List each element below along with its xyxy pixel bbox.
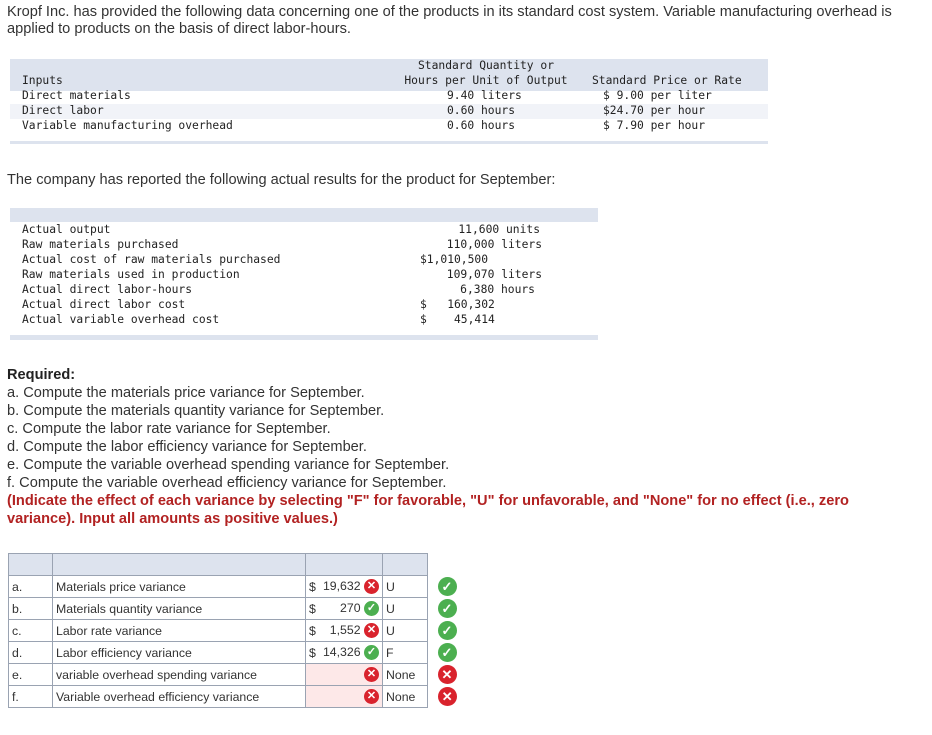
incorrect-icon: ✕	[438, 687, 457, 706]
amount-input[interactable]	[306, 642, 383, 664]
amount-input[interactable]	[306, 576, 383, 598]
actual-row-value: 110,000 liters	[446, 238, 542, 251]
correct-icon: ✓	[364, 645, 379, 660]
header-price: Standard Price or Rate	[592, 74, 742, 87]
actual-row-label: Raw materials purchased	[22, 238, 179, 251]
row-letter: a.	[9, 576, 53, 598]
row-label: variable overhead spending variance	[53, 664, 306, 686]
row-letter: d.	[9, 642, 53, 664]
correct-icon: ✓	[438, 621, 457, 640]
incorrect-icon: ✕	[364, 623, 379, 638]
amount-input[interactable]	[306, 686, 383, 708]
amount-input[interactable]	[306, 664, 383, 686]
std-row-price: $ 9.00 per liter	[603, 89, 712, 102]
actuals-table-bottom	[10, 335, 598, 340]
actual-row-value: $ 160,302	[420, 298, 495, 311]
header-inputs: Inputs	[22, 74, 63, 87]
actual-results-intro: The company has reported the following actual results for the product for September:	[7, 172, 556, 188]
table-row	[9, 686, 467, 708]
std-row-price: $24.70 per hour	[603, 104, 706, 117]
amount-value: 270	[340, 600, 361, 615]
amount-input[interactable]	[306, 598, 383, 620]
row-letter: c.	[9, 620, 53, 642]
std-row-label: Variable manufacturing overhead	[22, 119, 233, 132]
actual-row-label: Actual variable overhead cost	[22, 313, 220, 326]
actual-row-value: $1,010,500	[420, 253, 489, 266]
actual-row-value: $ 45,414	[420, 313, 495, 326]
std-row-price: $ 7.90 per hour	[603, 119, 706, 132]
effect-select[interactable]: U	[383, 620, 428, 642]
std-row-label: Direct materials	[22, 89, 131, 102]
actual-row-value: 11,600 units	[458, 223, 540, 236]
answer-table	[8, 553, 467, 708]
required-item: a. Compute the materials price variance for September.	[7, 385, 365, 401]
actual-row-label: Raw materials used in production	[22, 268, 240, 281]
table-row	[9, 598, 467, 620]
amount-value: 1,552	[329, 622, 361, 637]
problem-intro: Kropf Inc. has provided the following data concerning one of the products in its standard cost system. Variable manufacturing overhead is applied to products on the basis of direct labor-hours.	[7, 4, 892, 37]
required-item: f. Compute the variable overhead efficiency variance for September.	[7, 475, 447, 491]
incorrect-icon: ✕	[364, 689, 379, 704]
currency-sign: $	[309, 601, 316, 616]
row-label: Labor rate variance	[53, 620, 306, 642]
currency-sign: $	[309, 623, 316, 638]
currency-sign: $	[309, 645, 316, 660]
header-qty-line2: Hours per Unit of Output	[404, 74, 568, 87]
required-item: b. Compute the materials quantity variance for September.	[7, 403, 385, 419]
incorrect-icon: ✕	[364, 667, 379, 682]
actual-row-value: 109,070 liters	[446, 268, 542, 281]
required-item: c. Compute the labor rate variance for September.	[7, 421, 331, 437]
row-letter: e.	[9, 664, 53, 686]
std-row-qty: 0.60 hours	[447, 119, 516, 132]
std-row-qty: 9.40 liters	[447, 89, 522, 102]
effect-select[interactable]: None	[383, 686, 428, 708]
incorrect-icon: ✕	[438, 665, 457, 684]
amount-value: 19,632	[322, 578, 361, 593]
table-row	[9, 620, 467, 642]
required-section	[7, 366, 917, 528]
correct-icon: ✓	[438, 577, 457, 596]
std-row-qty: 0.60 hours	[447, 104, 516, 117]
header-qty-line1: Standard Quantity or	[417, 59, 555, 72]
row-label: Materials price variance	[53, 576, 306, 598]
correct-icon: ✓	[438, 643, 457, 662]
correct-icon: ✓	[438, 599, 457, 618]
effect-select[interactable]: None	[383, 664, 428, 686]
row-label: Materials quantity variance	[53, 598, 306, 620]
row-letter: f.	[9, 686, 53, 708]
table-row	[9, 664, 467, 686]
actuals-table-header	[10, 208, 598, 222]
amount-input[interactable]	[306, 620, 383, 642]
actual-row-label: Actual output	[22, 223, 111, 236]
row-label: Variable overhead efficiency variance	[53, 686, 306, 708]
instruction-text: (Indicate the effect of each variance by selecting "F" for favorable, "U" for unfavorable, and "None" for no effect (i.e., zero variance). Input all amounts as positive values.)	[7, 493, 849, 527]
std-row-label: Direct labor	[22, 104, 104, 117]
row-letter: b.	[9, 598, 53, 620]
table-row	[9, 642, 467, 664]
effect-select[interactable]: U	[383, 598, 428, 620]
table-row	[9, 576, 467, 598]
required-title: Required:	[7, 367, 76, 383]
incorrect-icon: ✕	[364, 579, 379, 594]
correct-icon: ✓	[364, 601, 379, 616]
actual-row-label: Actual cost of raw materials purchased	[22, 253, 281, 266]
required-item: d. Compute the labor efficiency variance for September.	[7, 439, 367, 455]
actual-row-value: 6,380 hours	[460, 283, 535, 296]
required-item: e. Compute the variable overhead spending variance for September.	[7, 457, 450, 473]
actual-row-label: Actual direct labor-hours	[22, 283, 193, 296]
effect-select[interactable]: U	[383, 576, 428, 598]
actual-row-label: Actual direct labor cost	[22, 298, 186, 311]
currency-sign: $	[309, 579, 316, 594]
effect-select[interactable]: F	[383, 642, 428, 664]
amount-value: 14,326	[322, 644, 361, 659]
row-label: Labor efficiency variance	[53, 642, 306, 664]
